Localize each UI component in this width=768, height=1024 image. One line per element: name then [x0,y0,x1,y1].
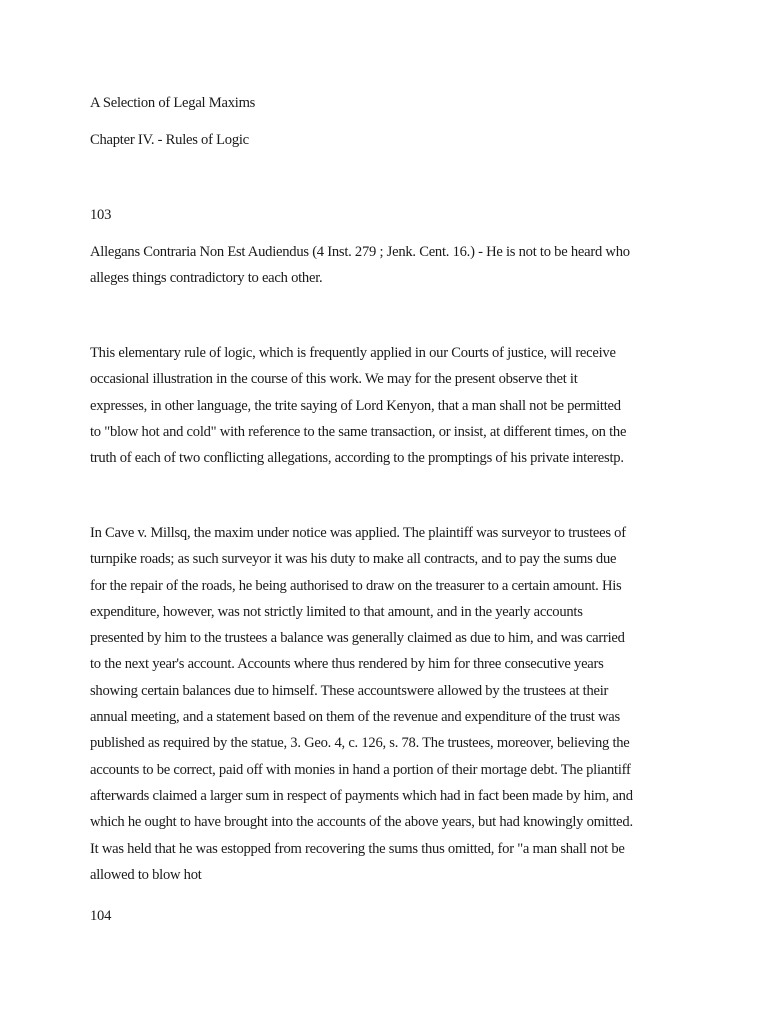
text-line: In Cave v. Millsq, the maxim under notice was applied. The plaintiff was surveyor to trustees of [90,525,626,541]
text-line: alleges things contradictory to each other. [90,270,323,287]
text-line: for the repair of the roads, he being authorised to draw on the treasurer to a certain amount. His [90,577,622,594]
text-line: accounts to be correct, paid off with monies in hand a portion of their mortage debt. The pliantiff [90,761,631,778]
page-number: 104 [90,908,112,924]
text-line: turnpike roads; as such surveyor it was his duty to make all contracts, and to pay the sums due [90,551,617,568]
text-line: afterwards claimed a larger sum in respect of payments which had in fact been made by him, and [90,787,633,804]
text-line: to "blow hot and cold" with reference to the same transaction, or insist, at different times, on the [90,423,627,440]
chapter-title: Chapter IV. - Rules of Logic [90,132,249,148]
text-line: allowed to blow hot [90,866,202,883]
text-line: published as required by the statue, 3. Geo. 4, c. 126, s. 78. The trustees, moreover, believing the [90,735,630,752]
text-line: It was held that he was estopped from recovering the sums thus omitted, for "a man shall not be [90,840,625,857]
text-line: which he ought to have brought into the accounts of the above years, but had knowingly omitted. [90,814,633,831]
paragraph-logic-rule [90,344,690,475]
text-line: showing certain balances due to himself. These accountswere allowed by the trustees at their [90,682,609,699]
text-line: annual meeting, and a statement based on them of the revenue and expenditure of the trust was [90,709,620,726]
maxim-statement [90,243,690,296]
text-line: expenditure, however, was not strictly limited to that amount, and in the yearly accounts [90,603,583,620]
text-line: to the next year's account. Accounts where thus rendered by him for three consecutive years [90,656,604,673]
text-line: Allegans Contraria Non Est Audiendus (4 Inst. 279 ; Jenk. Cent. 16.) - He is not to be heard who [90,244,630,260]
text-line: truth of each of two conflicting allegations, according to the promptings of his private interestp. [90,450,624,467]
text-line: presented by him to the trustees a balance was generally claimed as due to him, and was carried [90,630,625,647]
paragraph-cave-v-mills [90,524,690,892]
book-title: A Selection of Legal Maxims [90,95,256,111]
page-number: 103 [90,207,112,223]
text-line: This elementary rule of logic, which is frequently applied in our Courts of justice, will receive [90,345,616,361]
text-line: occasional illustration in the course of this work. We may for the present observe thet it [90,371,578,388]
text-line: expresses, in other language, the trite saying of Lord Kenyon, that a man shall not be permitted [90,397,621,414]
